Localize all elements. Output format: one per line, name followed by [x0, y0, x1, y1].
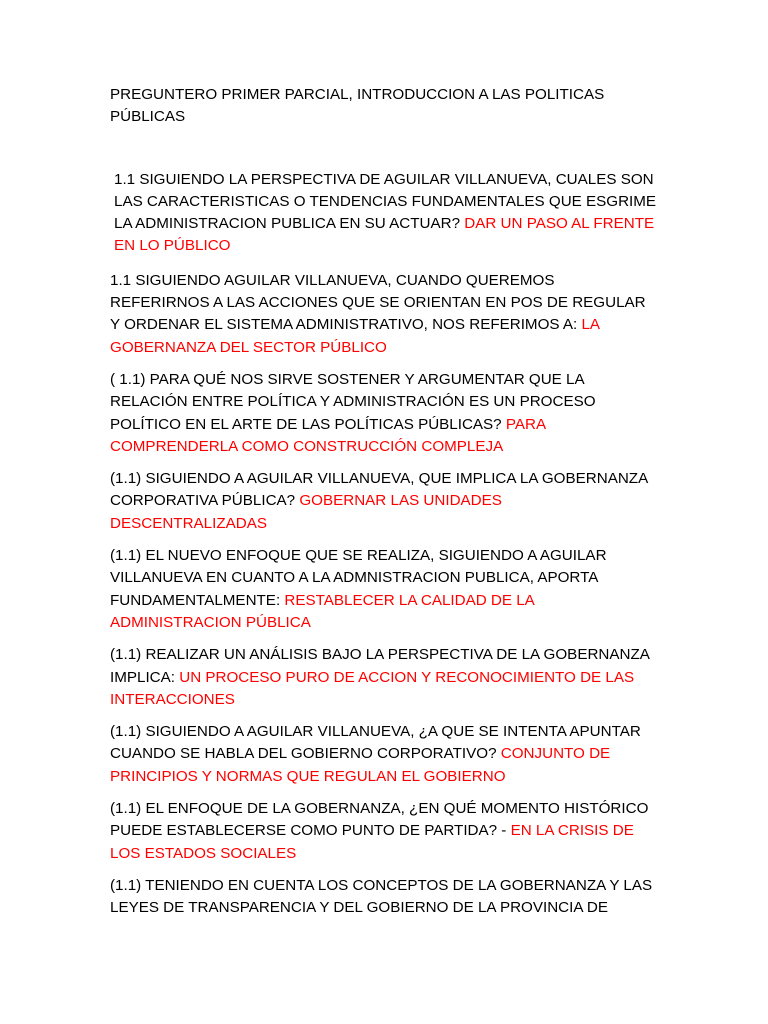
qa-item-1 [110, 169, 658, 258]
question-text: (1.1) SIGUIENDO A AGUILAR VILLANUEVA, QUE IMPLICA LA GOBERNANZA CORPORATIVA PÚBLICA? [110, 470, 648, 510]
answer-text: UN PROCESO PURO DE ACCION Y RECONOCIMIENTO DE LAS INTERACCIONES [110, 668, 635, 708]
question-text: 1.1 SIGUIENDO AGUILAR VILLANUEVA, CUANDO QUEREMOS REFERIRNOS A LAS ACCIONES QUE SE ORIENTAN EN POS DE REGULAR Y ORDENAR EL SISTEMA ADMINISTRATIVO, NOS REFERIMOS A: [110, 271, 646, 334]
answer-text: RESTABLECER LA CALIDAD DE LA ADMINISTRACION PÚBLICA [110, 591, 534, 631]
document-body [110, 84, 658, 930]
answer-text: LA GOBERNANZA DEL SECTOR PÚBLICO [110, 316, 600, 356]
question-text: (1.1) EL ENFOQUE DE LA GOBERNANZA, ¿EN QUÉ MOMENTO HISTÓRICO PUEDE ESTABLECERSE COMO PUNTO DE PARTIDA? - [110, 800, 649, 840]
answer-text: CONJUNTO DE PRINCIPIOS Y NORMAS QUE REGULAN EL GOBIERNO [110, 745, 611, 785]
qa-item-2 [110, 270, 658, 359]
qa-item-8 [110, 798, 658, 865]
answer-text: PARA COMPRENDERLA COMO CONSTRUCCIÓN COMPLEJA [110, 415, 546, 455]
question-text: (1.1) REALIZAR UN ANÁLISIS BAJO LA PERSPECTIVA DE LA GOBERNANZA IMPLICA: [110, 646, 650, 686]
qa-item-6 [110, 644, 658, 711]
question-text: (1.1) EL NUEVO ENFOQUE QUE SE REALIZA, SIGUIENDO A AGUILAR VILLANUEVA EN CUANTO A LA ADMNISTRACION PUBLICA, APORTA FUNDAMENTALMENTE: [110, 547, 607, 609]
answer-text: GOBERNAR LAS UNIDADES DESCENTRALIZADAS [110, 492, 502, 532]
answer-text: DAR UN PASO AL FRENTE EN LO PÚBLICO [114, 215, 655, 255]
question-text: (1.1) TENIENDO EN CUENTA LOS CONCEPTOS DE LA GOBERNANZA Y LAS LEYES DE TRANSPARENCIA Y DEL GOBIERNO DE LA PROVINCIA DE [110, 876, 653, 917]
qa-item-5 [110, 545, 658, 634]
answer-text: EN LA CRISIS DE LOS ESTADOS SOCIALES [110, 822, 634, 862]
qa-item-9 [110, 875, 658, 920]
question-text: ( 1.1) PARA QUÉ NOS SIRVE SOSTENER Y ARGUMENTAR QUE LA RELACIÓN ENTRE POLÍTICA Y ADMINISTRACIÓN ES UN PROCESO POLÍTICO EN EL ARTE DE LAS POLÍTICAS PÚBLICAS? [110, 370, 596, 433]
question-text: (1.1) SIGUIENDO A AGUILAR VILLANUEVA, ¿A QUE SE INTENTA APUNTAR CUANDO SE HABLA DEL GOBIERNO CORPORATIVO? [110, 723, 641, 763]
qa-item-7 [110, 721, 658, 788]
document-title: PREGUNTERO PRIMER PARCIAL, INTRODUCCION A LAS POLITICAS PÚBLICAS [110, 86, 605, 126]
qa-item-4 [110, 468, 658, 535]
qa-item-3 [110, 369, 658, 458]
question-text: 1.1 SIGUIENDO LA PERSPECTIVA DE AGUILAR VILLANUEVA, CUALES SON LAS CARACTERISTICAS O TENDENCIAS FUNDAMENTALES QUE ESGRIME LA ADMINISTRACION PUBLICA EN SU ACTUAR? [114, 170, 657, 233]
